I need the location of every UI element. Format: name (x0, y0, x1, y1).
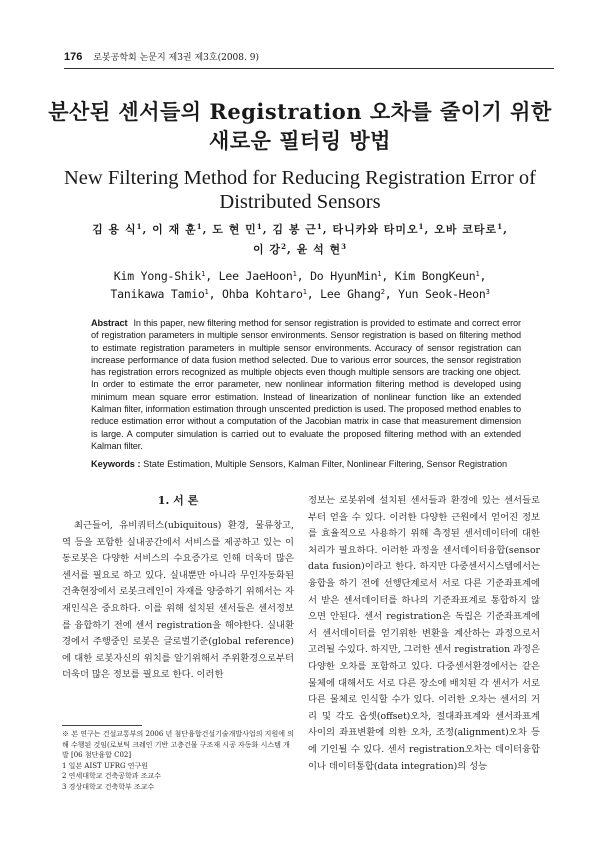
author-affiliation-mark: 1 (256, 222, 263, 231)
author-affiliation-mark: 1 (136, 222, 143, 231)
title-korean-line: 새로운 필터링 방법 (209, 128, 391, 153)
author-affiliation-mark: 1 (302, 288, 307, 296)
author-name: Lee JaeHoon$^1$ (218, 269, 297, 283)
author-affiliation-mark: 1 (196, 222, 203, 231)
footnote: ※ 본 연구는 건설교통부의 2006 년 첨단융합건설기술개발사업의 지원에 의해 수행된 것임(로보틱 크레인 기반 고층건물 구조재 시공 자동화 시스템 개발 [06 첨단융합 C02] (62, 730, 294, 759)
author-name: 윤 석 현$^3$ (296, 242, 348, 256)
author-name: 김 용 식$^1$ (92, 222, 143, 236)
abstract (91, 317, 521, 452)
header-rule (64, 68, 554, 69)
title-english-line: Distributed Sensors (219, 191, 381, 213)
right-column (308, 493, 540, 775)
author-name: 도 현 민$^1$ (212, 222, 263, 236)
abstract-text: In this paper, new filtering method for sensor registration is provided to estimate and correct error of registration parameters in multiple sensor environments. Sensor registration is based on filtering method to estimate registration parameters in multiple sensor environments. Accuracy of sensor registration can increase performance of data fusion method selected. Due to various error sources, the sensor registration has registration errors recognized as multiple objects even though multiple sensors are tracking one object. In order to estimate the error parameter, new nonlinear information filtering method is developed using minimum mean square error estimation. Instead of linearization of nonlinear function like an extended Kalman filter, information estimation through unscented prediction is used. The proposed method enables to reduce estimation error without a computation of the Jacobian matrix in case that measurement dimension is large. A computer simulation is carried out to evaluate the proposed filtering method with an extended Kalman filter. (91, 318, 521, 451)
keywords-text: State Estimation, Multiple Sensors, Kalman Filter, Nonlinear Filtering, Sensor Registration (140, 459, 508, 469)
section-heading: 1. 서 론 (157, 494, 199, 507)
body-paragraph: 정보는 로봇위에 설치된 센서들과 환경에 있는 센서들로부터 얻을 수 있다. 이러한 다양한 근원에서 얻어진 정보를 효율적으로 사용하기 위해 측정된 센서데이터에 대한 처리가 필요하다. 이러한 과정을 센서데이터융합(sensor data fusion)이라고 한다. 하지만 다중센서시스템에서는 융합을 하기 전에 선행단계로서 서로 다른 기준좌표계에서 받은 센서데이터를 하나의 기준좌표계로 통합하지 않으면 안된다. 센서 registration은 독립은 기준좌표계에서 센서데이터를 얻기위한 변환을 계산하는 과정으로서 고려될 수있다. 하지만, 그러한 센서 registration 과정은 다양한 오차를 포함하고 있다. 다중센서환경에서는 같은 물체에 대해서도 서로 다른 장소에 배치된 각 센서가 서로 다른 물체로 인식할 수가 있다. 이러한 오차는 센서의 거리 및 각도 옵셋(offset)오차, 절대좌표계와 센서좌표계 사이의 좌표변환에 의한 오차, 조정(alignment)오차 등에 기인될 수 있다. 센서 registration오차는 데이터융합이나 데이터통합(data integration)의 성능 (308, 495, 540, 772)
author-affiliation-mark: 3 (341, 242, 348, 251)
author-name: Do HyunMin$^1$ (310, 269, 382, 283)
author-affiliation-mark: 1 (497, 222, 504, 231)
footnotes (62, 725, 294, 792)
body-paragraph: 최근들어, 유비쿼터스(ubiquitous) 환경, 물류창고, 역 등을 포함한 실내공간에서 서비스를 제공하고 있는 이동로봇은 다양한 서비스의 수요증가로 인해 더욱더 많은 센서를 필요로 하고 있다. 실내뿐만 아니라 무인자동화된 건축현장에서 로봇크레인이 자재를 양중하기 위해서는 자재인식은 중요하다. 이를 위해 설치된 센서들은 센서정보를 융합하기 전에 센서 registration을 해야한다. 실내환경에서 주행중인 로봇은 글로벌기준(global reference)에 대한 로봇자신의 위치를 알기위해서 주위환경으로부터 더욱더 많은 정보를 필요로 한다. 이러한 (62, 520, 294, 681)
author-name: 이 강$^2$ (252, 242, 287, 256)
journal-name: 로봇공학회 논문지 제3권 제3호(2008. 9) (93, 53, 259, 63)
title-english (40, 166, 560, 214)
author-name: Kim BongKeun$^1$ (394, 269, 480, 283)
author-name: Yun Seok-Heon$^3$ (398, 287, 490, 301)
author-name: 이 재 훈$^1$ (152, 222, 203, 236)
author-line: 이 강$^2$, 윤 석 현$^3$ (252, 242, 348, 256)
authors-korean (40, 220, 560, 260)
footnote-rule (62, 725, 142, 726)
footnote: 3 경상대학교 건축학부 조교수 (62, 782, 155, 791)
abstract-label: Abstract (91, 318, 128, 328)
author-affiliation-mark: 1 (292, 270, 297, 278)
running-header (64, 50, 554, 70)
author-name: 김 봉 근$^1$ (272, 222, 323, 236)
author-affiliation-mark: 1 (377, 270, 382, 278)
footnote: 2 연세대학교 건축공학과 조교수 (62, 772, 162, 780)
author-name: 오바 코타로$^1$ (434, 222, 504, 236)
author-line: Tanikawa Tamio$^1$, Ohba Kohtaro$^1$, Lee Ghang$^2$, Yun Seok-Heon$^3$ (110, 287, 490, 301)
author-affiliation-mark: 1 (475, 270, 480, 278)
author-name: Kim Yong-Shik$^1$ (113, 269, 206, 283)
title-english-line: New Filtering Method for Reducing Registration Error of (64, 167, 536, 189)
author-line: 김 용 식$^1$, 이 재 훈$^1$, 도 현 민$^1$, 김 봉 근$^1$, 타니카와 타미오$^1$, 오바 코타로$^1$, (92, 222, 508, 236)
author-affiliation-mark: 3 (485, 288, 490, 296)
page-number: 176 (64, 51, 83, 63)
author-name: Lee Ghang$^2$ (320, 287, 385, 301)
author-affiliation-mark: 2 (380, 288, 385, 296)
left-column (62, 518, 294, 684)
author-affiliation-mark: 2 (281, 242, 287, 251)
author-line: Kim Yong-Shik$^1$, Lee JaeHoon$^1$, Do HyunMin$^1$, Kim BongKeun$^1$, (113, 269, 487, 283)
author-name: Ohba Kohtaro$^1$ (222, 287, 307, 301)
author-name: Tanikawa Tamio$^1$ (110, 287, 209, 301)
keywords (91, 458, 531, 470)
keywords-label: Keywords : (91, 459, 141, 469)
author-affiliation-mark: 1 (204, 288, 209, 296)
title-korean-line: 분산된 센서들의 Registration 오차를 줄이기 위한 (48, 99, 552, 124)
author-name: 타니카와 타미오$^1$ (332, 222, 425, 236)
author-affiliation-mark: 1 (316, 222, 323, 231)
title-korean (40, 97, 560, 155)
footnote: 1 일본 AIST UFRG 연구원 (62, 761, 149, 770)
author-affiliation-mark: 1 (201, 270, 206, 278)
authors-english (40, 267, 560, 303)
author-affiliation-mark: 1 (418, 222, 425, 231)
